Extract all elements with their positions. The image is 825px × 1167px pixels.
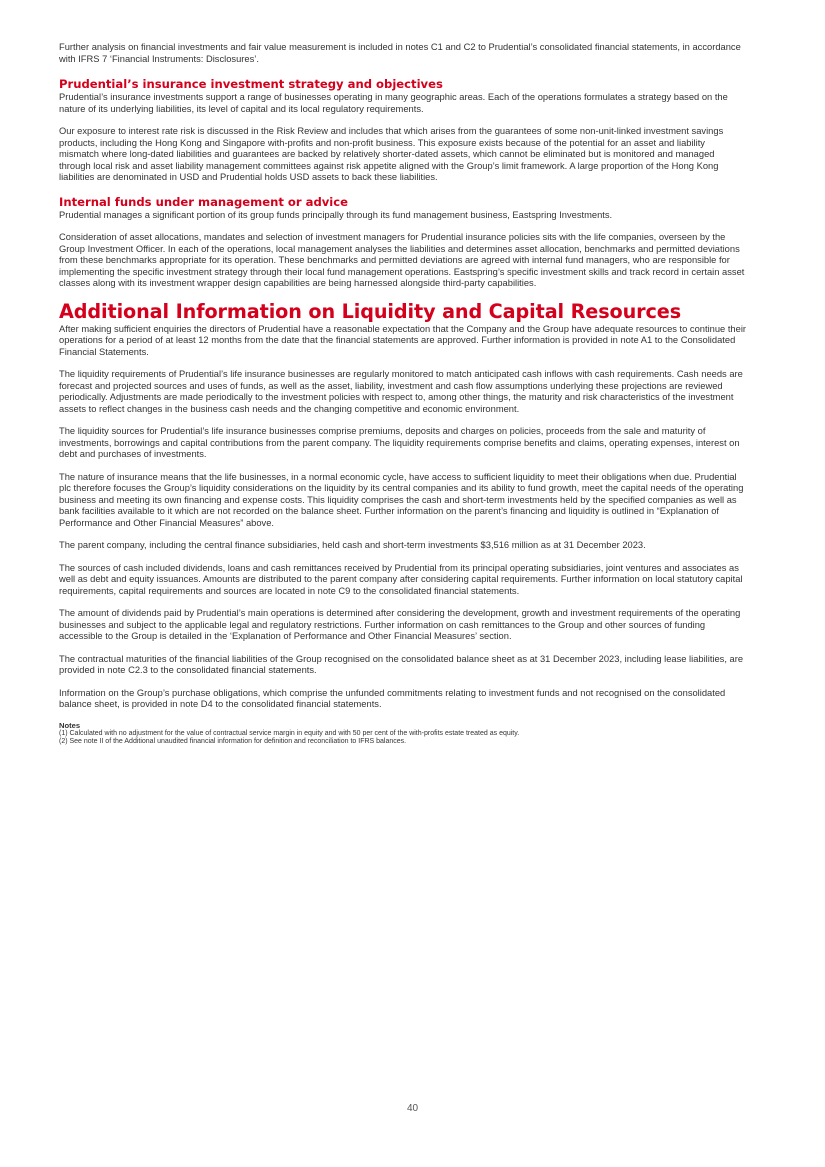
strategy-paragraph-1: Prudential’s insurance investments support a range of businesses operating in many geographic areas. Each of the operations formulates a strategy based on the nature of its underlying liabilities, its level of capital and its local regulatory requirements. xyxy=(59,92,728,114)
strategy-paragraph-2: Our exposure to interest rate risk is discussed in the Risk Review and includes that which arises from the guarantees of some non-unit-linked investment savings products, including the Hong Kong and Singapore with-profits and non-profit business. This exposure exists because of the potential for an asset and liability mismatch where long-dated liabilities and guarantees are backed by relatively shorter-dated assets, which cannot be eliminated but is monitored and managed through local risk and asset liability management committees against risk appetite aligned with the Group’s limit framework. A large proportion of the Hong Kong liabilities are denominated in USD and Prudential holds USD assets to back these liabilities. xyxy=(59,126,724,182)
page-number: 40 xyxy=(406,1103,419,1114)
liquidity-paragraph-9: Information on the Group’s purchase obligations, which comprise the unfunded commitments relating to investment funds and not recognised on the consolidated balance sheet, is provided in note D4 to the consolidated financial statements. xyxy=(59,687,726,709)
strategy-heading: Prudential’s insurance investment strategy and objectives xyxy=(59,77,443,91)
liquidity-heading: Additional Information on Liquidity and Capital Resources xyxy=(59,299,682,323)
liquidity-paragraph-2: The liquidity requirements of Prudential’s life insurance businesses are regularly monitored to match anticipated cash inflows with cash requirements. Cash needs are forecast and projected sources and uses of funds, as well as the asset, liability, investment and cash flow assumptions underlying these projections are reviewed periodically. Adjustments are made periodically to the investment policies with respect to, among other things, the maturity and risk characteristics of the investment assets to reflect changes in the business cash needs and the changing competitive and economic environment. xyxy=(59,369,743,414)
notes-title: Notes xyxy=(59,720,81,730)
liquidity-paragraph-7: The amount of dividends paid by Prudential’s main operations is determined after considering the development, growth and investment requirements of the operating businesses and subject to the applicable legal and regulatory restrictions. Further information on cash remittances to the Group and other sources of funding accessible to the Group is detailed in the ‘Explanation of Performance and Other Financial Measures’ section. xyxy=(59,608,741,641)
funds-heading: Internal funds under management or advice xyxy=(59,194,349,209)
notes-block xyxy=(59,721,747,746)
funds-paragraph-1: Prudential manages a significant portion of its group funds principally through its fund management business, Eastspring Investments. xyxy=(59,209,613,220)
liquidity-paragraph-3: The liquidity sources for Prudential’s life insurance businesses comprise premiums, deposits and charges on policies, proceeds from the sale and maturity of investments, borrowings and capital contributions from the parent company. The liquidity requirements comprise benefits and claims, operating expenses, interest on debt and purchases of investments. xyxy=(59,426,740,459)
page-content xyxy=(59,42,747,746)
liquidity-paragraph-8: The contractual maturities of the financial liabilities of the Group recognised on the consolidated balance sheet as at 31 December 2023, including lease liabilities, are provided in note C2.3 to the consolidated financial statements. xyxy=(59,653,744,675)
liquidity-paragraph-1: After making sufficient enquiries the directors of Prudential have a reasonable expectation that the Company and the Group have adequate resources to continue their operations for a period of at least 12 months from the date that the financial statements are approved. Further information is provided in note A1 to the Consolidated Financial Statements. xyxy=(59,323,747,357)
liquidity-paragraph-6: The sources of cash included dividends, loans and cash remittances received by Prudential from its principal operating subsidiaries, joint ventures and associates as well as debt and equity issuances. Amounts are distributed to the parent company after considering capital requirements. Further information on local statutory capital requirements, capital requirements and sources are located in note C9 to the consolidated financial statements. xyxy=(59,562,743,596)
liquidity-paragraph-4: The nature of insurance means that the life businesses, in a normal economic cycle, have access to sufficient liquidity to meet their obligations when due. Prudential plc therefore focuses the Group’s liquidity considerations on the liquidity by its central companies and its ability to fund growth, meet the capital needs of the operating business and meeting its own financing and expense costs. This liquidity comprises the cash and short-term investments held by the specified companies as well as bank facilities available to it which are not recorded on the balance sheet. Further information on the parent’s financing and liquidity is outlined in “Explanation of Performance and Other Financial Measures” above. xyxy=(59,471,744,528)
note-item-2: (2) See note II of the Additional unaudited financial information for definition and reconciliation to IFRS balances. xyxy=(59,737,407,745)
note-item-1: (1) Calculated with no adjustment for the value of contractual service margin in equity and with 50 per cent of the with-profits estate treated as equity. xyxy=(59,729,520,737)
intro-paragraph: Further analysis on financial investments and fair value measurement is included in notes C1 and C2 to Prudential’s consolidated financial statements, in accordance with IFRS 7 ‘Financial Instruments: Disclosures’. xyxy=(59,42,741,64)
liquidity-paragraph-5: The parent company, including the central finance subsidiaries, held cash and short-term investments $3,516 million as at 31 December 2023. xyxy=(59,540,646,550)
funds-paragraph-2: Consideration of asset allocations, mandates and selection of investment managers for Prudential insurance policies sits with the life companies, overseen by the Group Investment Officer. In each of the operations, local management analyses the liabilities and determines asset allocation, benchmarks and permitted deviations from these benchmarks appropriate for its operation. These benchmarks and permitted deviations are agreed with internal fund managers, who are responsible for implementing the specific investment strategy through their local fund management operations. Eastspring’s specific investment skills and track record in certain asset classes along with its investment wrapper design capabilities are being harnessed alongside third-party capabilities. xyxy=(59,232,745,288)
